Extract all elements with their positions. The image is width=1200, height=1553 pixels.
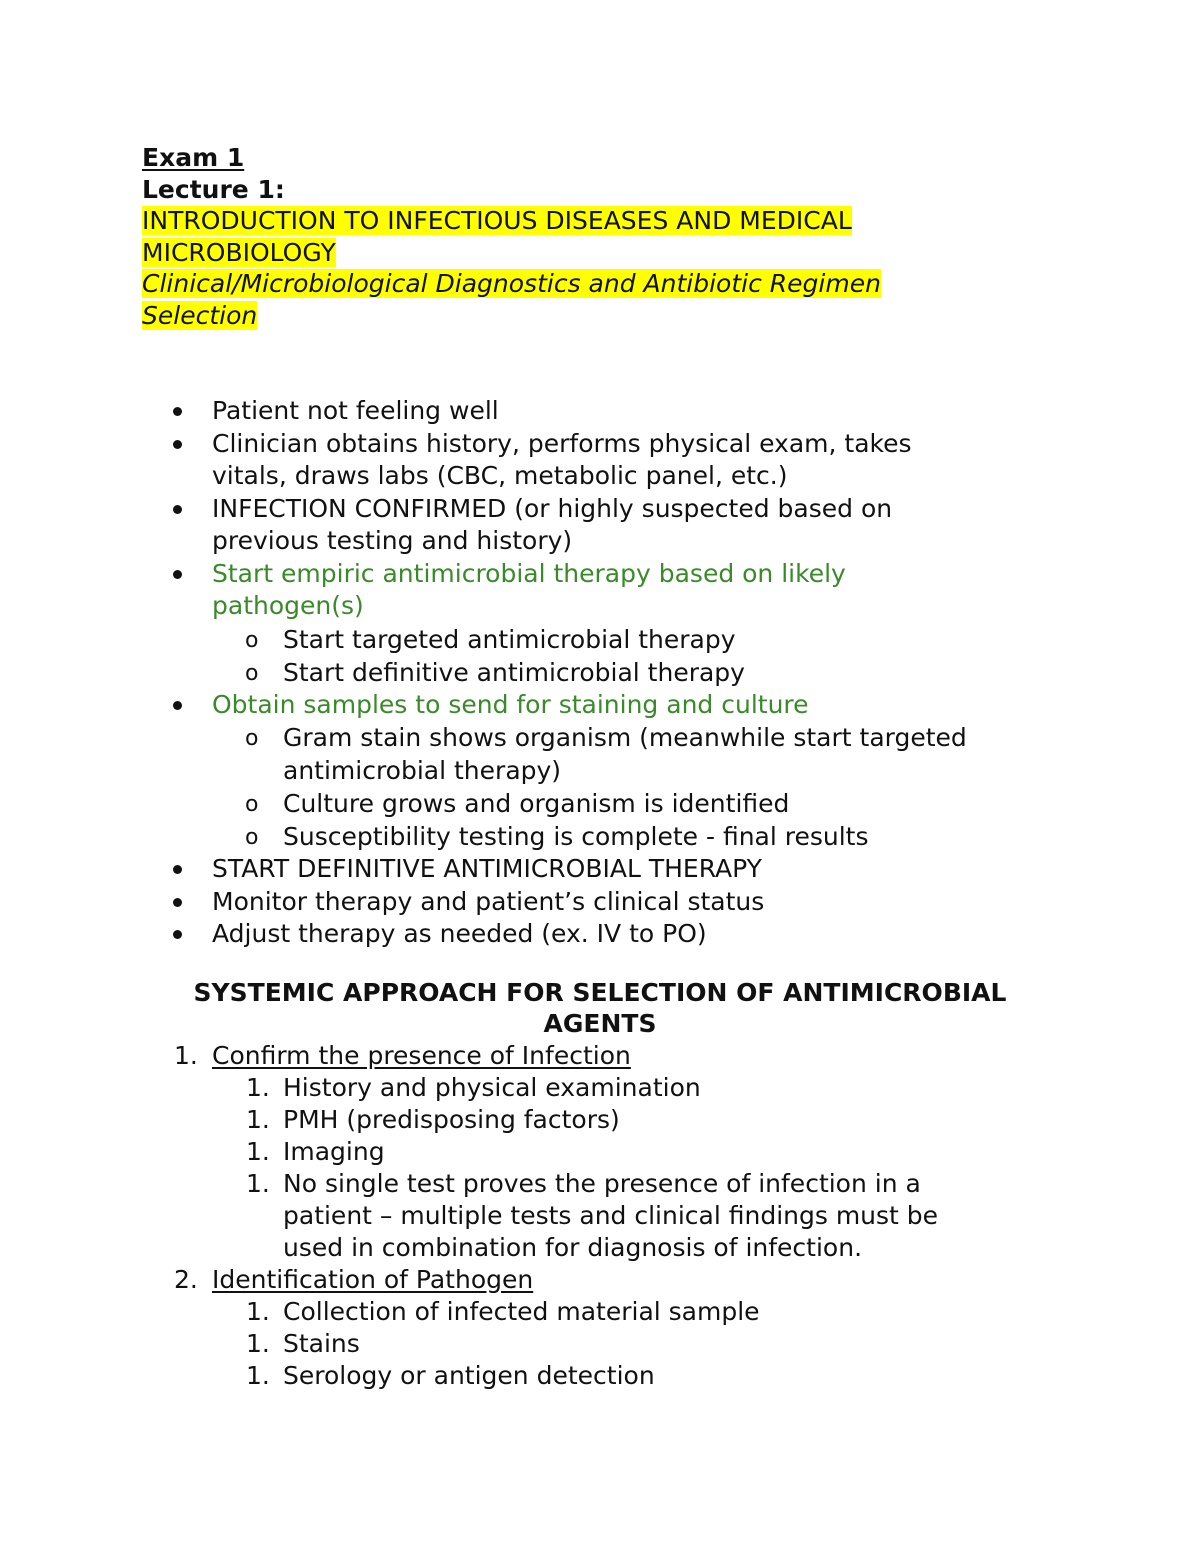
numbered-item: 1. Confirm the presence of Infection bbox=[174, 1040, 631, 1070]
list-item: Clinician obtains history, performs physical exam, takes vitals, draws labs (CBC, metabolic panel, etc.) bbox=[142, 428, 1050, 493]
lecture-title-line-2: MICROBIOLOGY bbox=[142, 237, 336, 267]
bullet-icon bbox=[173, 701, 182, 710]
lecture-heading: Lecture 1: bbox=[142, 174, 285, 204]
circle-bullet-icon: o bbox=[245, 792, 259, 817]
numbered-item: 2. Identification of Pathogen bbox=[174, 1264, 534, 1294]
lecture-subtitle-line-2: Selection bbox=[142, 300, 258, 330]
list-item: Monitor therapy and patient’s clinical status bbox=[142, 886, 1050, 919]
bullet-icon bbox=[173, 440, 182, 449]
bullet-icon bbox=[173, 570, 182, 579]
list-item: START DEFINITIVE ANTIMICROBIAL THERAPY bbox=[142, 853, 1050, 886]
sub-list-item: o Start definitive antimicrobial therapy bbox=[142, 656, 1050, 689]
numbered-list bbox=[142, 1040, 1050, 1392]
list-item: INFECTION CONFIRMED (or highly suspected based on previous testing and history) bbox=[142, 493, 1050, 558]
bullet-icon bbox=[173, 930, 182, 939]
bullet-icon bbox=[173, 898, 182, 907]
sub-list-item: o Susceptibility testing is complete - final results bbox=[142, 820, 1050, 853]
circle-bullet-icon: o bbox=[245, 660, 259, 686]
list-item: Obtain samples to send for staining and culture bbox=[142, 689, 1050, 722]
numbered-sub-item: 1. History and physical examination bbox=[246, 1072, 701, 1102]
bullet-icon bbox=[173, 505, 182, 514]
numbered-sub-item: 1. Collection of infected material sample bbox=[246, 1296, 760, 1326]
exam-heading: Exam 1 bbox=[142, 143, 245, 172]
list-item: Start empiric antimicrobial therapy based on likely pathogen(s) bbox=[142, 558, 1050, 623]
circle-bullet-icon: o bbox=[245, 726, 259, 751]
section-heading: SYSTEMIC APPROACH FOR SELECTION OF ANTIMICROBIAL AGENTS bbox=[193, 977, 1007, 1038]
lecture-title-line-1: INTRODUCTION TO INFECTIOUS DISEASES AND MEDICAL bbox=[142, 206, 852, 235]
sub-list-item: o Culture grows and organism is identified bbox=[142, 787, 1050, 820]
bullet-icon bbox=[173, 407, 182, 416]
list-item: Adjust therapy as needed (ex. IV to PO) bbox=[142, 918, 1050, 951]
list-item: Patient not feeling well bbox=[142, 395, 1050, 428]
sub-list-item: o Gram stain shows organism (meanwhile start targeted antimicrobial therapy) bbox=[245, 723, 967, 785]
bullet-icon bbox=[173, 865, 182, 874]
numbered-sub-item: 1. Stains bbox=[246, 1328, 360, 1358]
sub-list-item: o Start targeted antimicrobial therapy bbox=[142, 623, 1050, 656]
numbered-sub-item: 1. PMH (predisposing factors) bbox=[246, 1104, 620, 1134]
workflow-bullet-list bbox=[142, 395, 1050, 951]
numbered-sub-item: 1. Serology or antigen detection bbox=[246, 1360, 655, 1390]
circle-bullet-icon: o bbox=[245, 825, 259, 850]
circle-bullet-icon: o bbox=[245, 627, 259, 653]
numbered-sub-item: 1. No single test proves the presence of infection in a patient – multiple tests and clinical findings must be used in combination for diagnosis of infection. bbox=[246, 1168, 939, 1262]
numbered-sub-item: 1. Imaging bbox=[246, 1136, 385, 1166]
lecture-subtitle-line-1: Clinical/Microbiological Diagnostics and Antibiotic Regimen bbox=[142, 269, 881, 298]
